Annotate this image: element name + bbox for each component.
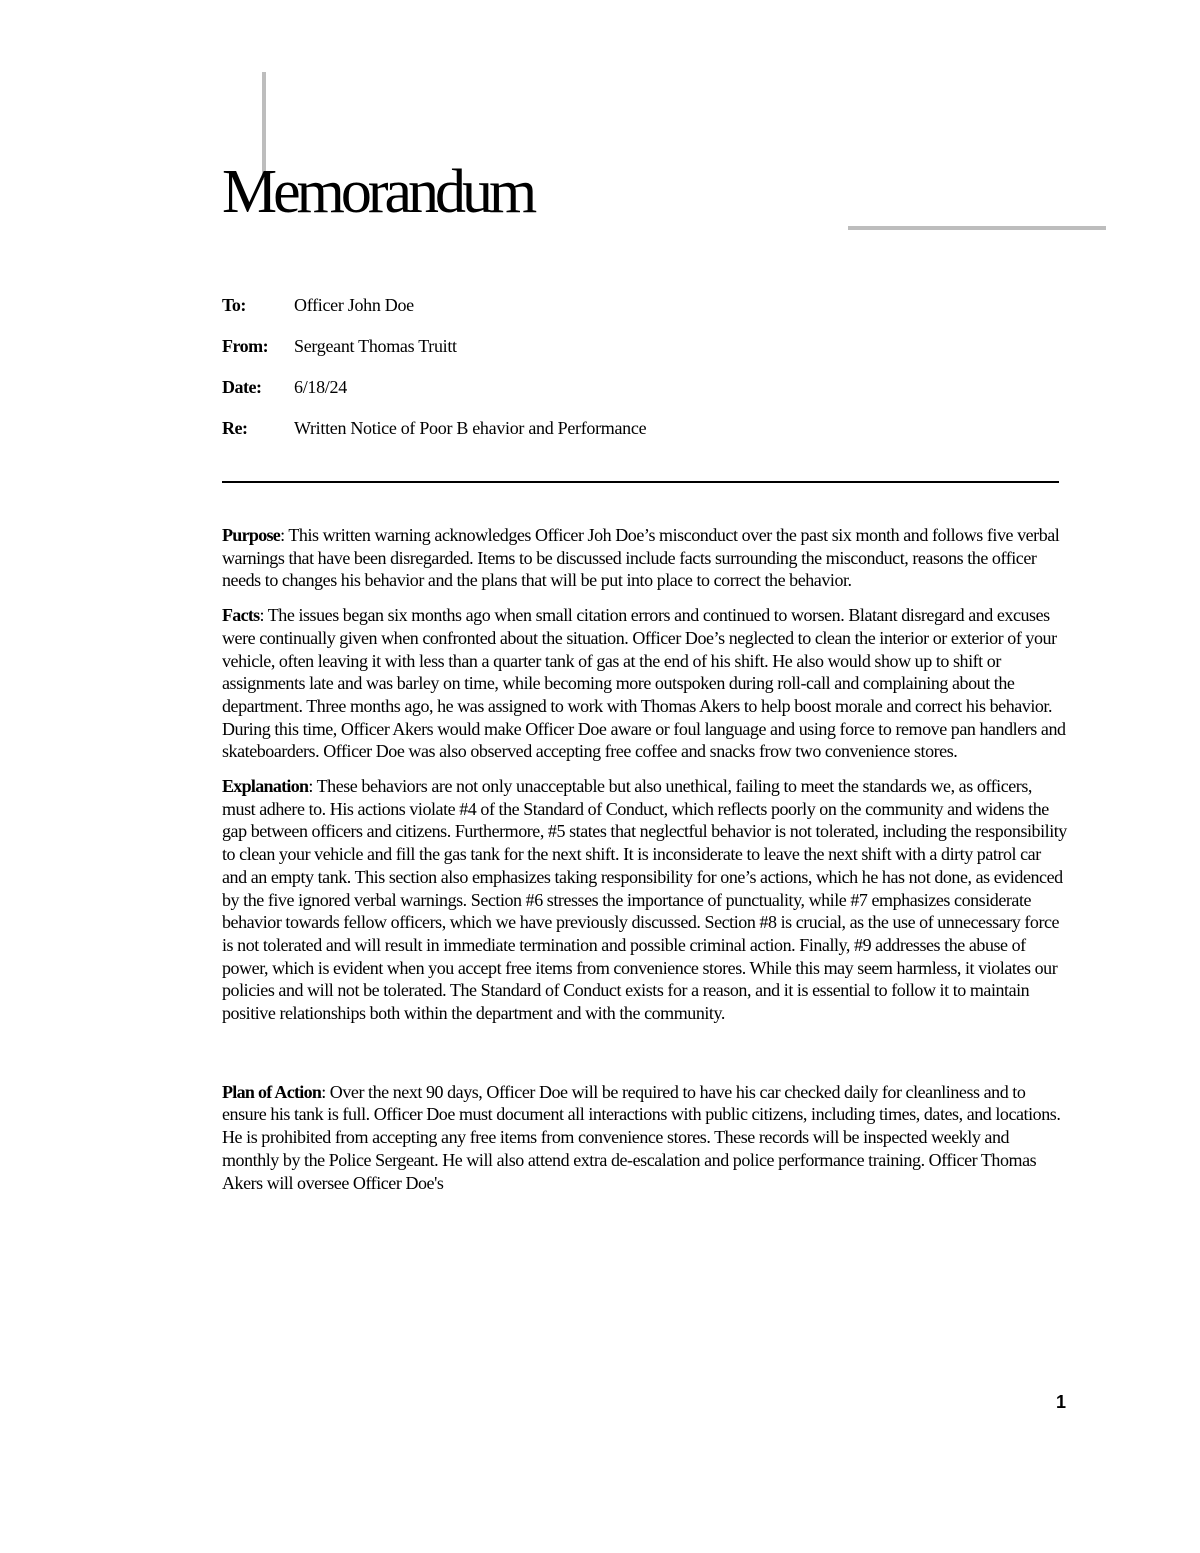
memo-title: Memorandum (222, 158, 534, 226)
facts-text: : The issues began six months ago when small citation errors and continued to worsen. Blatant disregard and excuses were continually given when confronted about the situation. Officer Doe’s neglected to clean the interior or exterior of your vehicle, often leaving it with less than a quarter tank of gas at the end of his shift. He also would show up to shift or assignments late and was barley on time, while becoming more outspoken during roll-call and complaining about the department. Three months ago, he was assigned to work with Thomas Akers to help boost morale and correct his behavior. During this time, Officer Akers would make Officer Doe aware or foul language and using force to remove pan handlers and skateboarders. Officer Doe was also observed accepting free coffee and snacks frow two convenience stores. (222, 605, 1066, 762)
date-value: 6/18/24 (294, 377, 347, 397)
re-field (222, 416, 1062, 457)
re-value: Written Notice of Poor B ehavior and Performance (294, 418, 647, 438)
explanation-heading: Explanation (222, 776, 309, 797)
to-label: To: (222, 295, 246, 315)
decorative-horizontal-rule (848, 226, 1106, 230)
facts-paragraph (222, 604, 1067, 763)
explanation-text: : These behaviors are not only unacceptable but also unethical, failing to meet the standards we, as officers, must adhere to. His actions violate #4 of the Standard of Conduct, which reflects poorly on the community and widens the gap between officers and citizens. Furthermore, #5 states that neglectful behavior is not tolerated, including the responsibility to clean your vehicle and fill the gas tank for the next shift. It is inconsiderate to leave the next shift with a dirty patrol car and an empty tank. This section also emphasizes taking responsibility for one’s actions, which he has not done, as evidenced by the five ignored verbal warnings. Section #6 stresses the importance of punctuality, while #7 emphasizes considerate behavior towards fellow officers, which we have previously discussed. Section #8 is crucial, as the use of unnecessary force is not tolerated and will result in immediate termination and possible criminal action. Finally, #9 addresses the abuse of power, which is evident when you accept free items from convenience stores. While this may seem harmless, it violates our policies and will not be tolerated. The Standard of Conduct exists for a reason, and it is essential to follow it to maintain positive relationships both within the department and with the community. (222, 776, 1067, 1024)
from-label: From: (222, 336, 269, 356)
plan-paragraph (222, 1081, 1067, 1195)
facts-heading: Facts (222, 605, 260, 626)
header-divider (222, 481, 1059, 483)
to-value: Officer John Doe (294, 295, 414, 315)
plan-heading: Plan of Action (222, 1081, 322, 1102)
from-value: Sergeant Thomas Truitt (294, 336, 457, 356)
page-number: 1 (1056, 1392, 1067, 1412)
explanation-paragraph (222, 775, 1067, 1025)
date-label: Date: (222, 377, 262, 397)
re-label: Re: (222, 418, 248, 438)
plan-text: : Over the next 90 days, Officer Doe will be required to have his car checked daily for cleanliness and to ensure his tank is full. Officer Doe must document all interactions with public citizens, including times, dates, and locations. He is prohibited from accepting any free items from convenience stores. These records will be inspected weekly and monthly by the Police Sergeant. He will also attend extra de-escalation and police performance training. Officer Thomas Akers will oversee Officer Doe's (222, 1081, 1061, 1193)
date-field (222, 375, 1062, 416)
memo-header-fields (222, 293, 1062, 457)
purpose-heading: Purpose (222, 525, 281, 545)
purpose-text: : This written warning acknowledges Officer Joh Doe’s misconduct over the past six month and follows five verbal warnings that have been disregarded. Items to be discussed include facts surrounding the misconduct, reasons the officer needs to changes his behavior and the plans that will be put into place to correct the behavior. (222, 525, 1060, 591)
from-field (222, 334, 1062, 375)
purpose-paragraph (222, 524, 1067, 592)
to-field (222, 293, 1062, 334)
memo-body (222, 524, 1067, 1206)
